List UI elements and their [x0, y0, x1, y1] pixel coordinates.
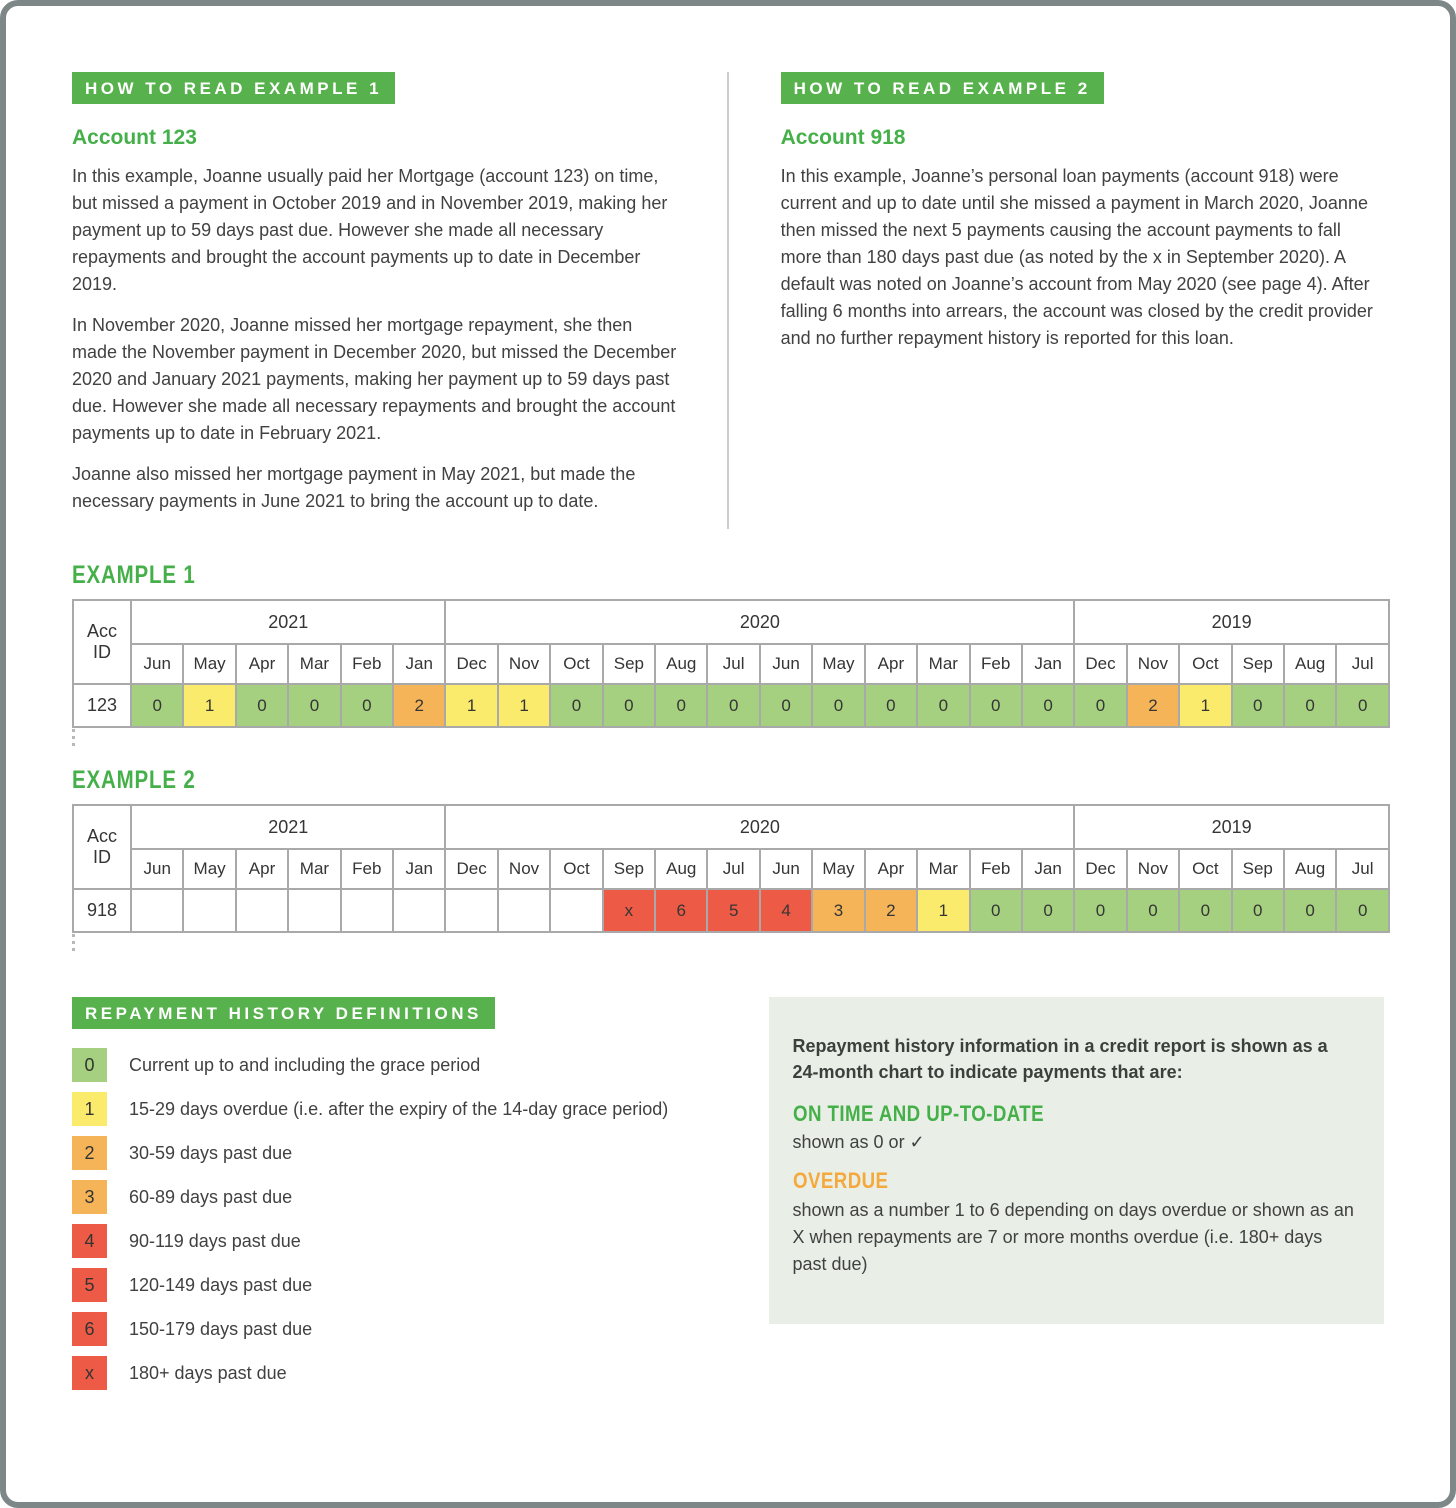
year-header-cell: 2021 — [131, 600, 445, 644]
paragraph: In November 2020, Joanne missed her mortgage repayment, she then made the November payment in December 2020, but missed the December 2020 and January 2021 payments, making her payment up to 59 days past due. However she made all necessary repayments and brought the account payments up to date in February 2021. — [72, 315, 677, 443]
legend-swatch: 6 — [72, 1312, 107, 1346]
example-2-table-mount — [72, 804, 1384, 933]
example-1-label: EXAMPLE 1 — [72, 561, 196, 589]
legend-text: 15-29 days overdue (i.e. after the expiry of the 14-day grace period) — [129, 1098, 669, 1119]
legend-item — [72, 1268, 769, 1302]
month-header-cell: Oct — [550, 644, 602, 684]
month-header-cell: Jan — [1022, 849, 1074, 889]
value-cell: 0 — [970, 889, 1022, 932]
month-header-cell: Jul — [1336, 644, 1389, 684]
month-header-cell: Oct — [1179, 644, 1231, 684]
month-header-cell: Jan — [1022, 644, 1074, 684]
acc-id-header-cell: Acc ID — [73, 600, 131, 684]
cut-mark — [72, 934, 75, 951]
year-header-cell: 2021 — [131, 805, 445, 849]
legend-swatch: 3 — [72, 1180, 107, 1214]
legend-text: 30-59 days past due — [129, 1142, 293, 1163]
value-cell: 2 — [865, 889, 917, 932]
month-header-cell: Nov — [498, 644, 550, 684]
month-header-cell: Dec — [445, 849, 497, 889]
definitions-legend — [72, 1048, 769, 1390]
month-header-cell: May — [183, 644, 235, 684]
page-content — [6, 6, 1450, 1400]
info-box-intro: Repayment history information in a credit report is shown as a 24-month chart to indicate payments that are: — [792, 1036, 1328, 1082]
legend-text: 150-179 days past due — [129, 1318, 313, 1339]
value-cell: 0 — [603, 684, 655, 727]
value-cell: 1 — [1179, 684, 1231, 727]
column-gap — [729, 72, 781, 529]
month-header-cell: Aug — [655, 644, 707, 684]
value-cell: 4 — [760, 889, 812, 932]
value-cell — [498, 889, 550, 932]
value-cell: 0 — [1022, 889, 1074, 932]
month-header-cell: Jan — [393, 644, 445, 684]
value-cell — [393, 889, 445, 932]
month-header-cell: Mar — [288, 849, 340, 889]
value-cell: 2 — [393, 684, 445, 727]
value-cell: 0 — [1336, 684, 1389, 727]
column-gap — [679, 72, 727, 529]
repayment-history-table — [72, 804, 1390, 933]
account-918-heading: Account 918 — [780, 126, 906, 149]
month-header-cell: Jun — [760, 644, 812, 684]
value-cell: 0 — [131, 684, 183, 727]
value-cell: 0 — [1074, 684, 1126, 727]
legend-swatch: 4 — [72, 1224, 107, 1258]
month-header-cell: Sep — [1232, 644, 1284, 684]
legend-item — [72, 1136, 769, 1170]
value-cell: 0 — [1022, 684, 1074, 727]
legend-swatch: 5 — [72, 1268, 107, 1302]
legend-swatch: 2 — [72, 1136, 107, 1170]
value-cell: 1 — [498, 684, 550, 727]
legend-text: 90-119 days past due — [129, 1230, 301, 1251]
value-cell: 3 — [812, 889, 864, 932]
month-header-cell: Jun — [131, 644, 183, 684]
value-cell: 2 — [1127, 684, 1179, 727]
legend-item — [72, 1312, 769, 1346]
month-header-cell: Jul — [707, 644, 759, 684]
month-header-cell: Jul — [1336, 849, 1389, 889]
month-header-cell: Feb — [341, 644, 393, 684]
month-header-cell: Mar — [917, 644, 969, 684]
how-to-read-1-paragraphs — [72, 163, 679, 515]
month-header-cell: Apr — [865, 644, 917, 684]
example-2-label: EXAMPLE 2 — [72, 766, 196, 794]
paragraph: In this example, Joanne’s personal loan payments (account 918) were current and up to date until she missed a payment in March 2020, Joanne then missed the next 5 payments causing the account payments to fall more than 180 days past due (as noted by the x in September 2020). A default was noted on Joanne’s account from May 2020 (see page 4). After falling 6 months into arrears, the account was closed by the credit provider and no further repayment history is reported for this loan. — [780, 166, 1373, 348]
how-to-read-1-header: HOW TO READ EXAMPLE 1 — [72, 72, 395, 104]
legend-text: 120-149 days past due — [129, 1274, 313, 1295]
value-cell: 0 — [1284, 889, 1336, 932]
month-header-cell: May — [812, 644, 864, 684]
year-header-cell: 2019 — [1074, 805, 1389, 849]
value-cell — [341, 889, 393, 932]
legend-swatch: 1 — [72, 1092, 107, 1126]
month-header-cell: Dec — [1074, 644, 1126, 684]
info-box — [769, 997, 1385, 1324]
value-cell: 6 — [655, 889, 707, 932]
value-cell: 1 — [445, 684, 497, 727]
acc-id-header-cell: Acc ID — [73, 805, 131, 889]
month-header-cell: Jul — [707, 849, 759, 889]
month-header-cell: Feb — [341, 849, 393, 889]
acc-id-cell: 123 — [73, 684, 131, 727]
value-cell — [550, 889, 602, 932]
month-header-cell: Jan — [393, 849, 445, 889]
month-header-cell: Mar — [917, 849, 969, 889]
value-cell: 0 — [707, 684, 759, 727]
value-cell: 0 — [1127, 889, 1179, 932]
how-to-read-2-paragraphs — [781, 163, 1384, 352]
example-2-section — [72, 766, 1384, 951]
legend-item — [72, 1224, 769, 1258]
how-to-read-section — [72, 72, 1384, 529]
month-header-cell: Nov — [1127, 849, 1179, 889]
value-cell: 0 — [1232, 889, 1284, 932]
overdue-heading: OVERDUE — [792, 1168, 888, 1194]
value-cell: 0 — [288, 684, 340, 727]
month-header-cell: Feb — [970, 644, 1022, 684]
value-cell: 0 — [341, 684, 393, 727]
year-header-cell: 2020 — [445, 805, 1074, 849]
cut-mark — [72, 729, 75, 746]
value-cell: 1 — [183, 684, 235, 727]
paragraph: Joanne also missed her mortgage payment in May 2021, but made the necessary payments in June 2021 to bring the account up to date. — [72, 464, 636, 511]
account-123-heading: Account 123 — [72, 126, 197, 149]
value-cell: 0 — [1284, 684, 1336, 727]
month-header-cell: Oct — [1179, 849, 1231, 889]
value-cell — [288, 889, 340, 932]
value-cell: 0 — [550, 684, 602, 727]
value-cell: 0 — [812, 684, 864, 727]
value-cell: x — [603, 889, 655, 932]
on-time-text: shown as 0 or ✓ — [792, 1132, 925, 1153]
month-header-cell: Sep — [603, 644, 655, 684]
month-header-cell: Dec — [445, 644, 497, 684]
month-header-cell: Nov — [498, 849, 550, 889]
month-header-cell: Oct — [550, 849, 602, 889]
value-cell: 0 — [1074, 889, 1126, 932]
value-cell: 0 — [655, 684, 707, 727]
how-to-read-example-2 — [781, 72, 1384, 529]
month-header-cell: May — [812, 849, 864, 889]
month-header-cell: Dec — [1074, 849, 1126, 889]
legend-swatch: 0 — [72, 1048, 107, 1082]
month-header-cell: Nov — [1127, 644, 1179, 684]
value-cell: 5 — [707, 889, 759, 932]
value-cell — [236, 889, 288, 932]
month-header-cell: Feb — [970, 849, 1022, 889]
year-header-cell: 2019 — [1074, 600, 1389, 644]
month-header-cell: Mar — [288, 644, 340, 684]
how-to-read-example-1 — [72, 72, 679, 529]
definitions-header: REPAYMENT HISTORY DEFINITIONS — [72, 997, 495, 1029]
month-header-cell: Jun — [131, 849, 183, 889]
value-cell — [183, 889, 235, 932]
month-header-cell: Aug — [655, 849, 707, 889]
repayment-definitions — [72, 997, 769, 1400]
month-header-cell: Sep — [1232, 849, 1284, 889]
value-cell: 0 — [865, 684, 917, 727]
value-cell: 0 — [236, 684, 288, 727]
legend-item — [72, 1180, 769, 1214]
acc-id-cell: 918 — [73, 889, 131, 932]
value-cell: 0 — [1232, 684, 1284, 727]
value-cell: 0 — [760, 684, 812, 727]
legend-item — [72, 1092, 769, 1126]
value-cell: 0 — [917, 684, 969, 727]
month-header-cell: May — [183, 849, 235, 889]
value-cell — [445, 889, 497, 932]
value-cell: 1 — [917, 889, 969, 932]
legend-text: 60-89 days past due — [129, 1186, 293, 1207]
year-header-cell: 2020 — [445, 600, 1074, 644]
month-header-cell: Jun — [760, 849, 812, 889]
example-1-section — [72, 561, 1384, 746]
legend-swatch: x — [72, 1356, 107, 1390]
month-header-cell: Apr — [865, 849, 917, 889]
value-cell: 0 — [1179, 889, 1231, 932]
legend-item — [72, 1356, 769, 1390]
overdue-text: shown as a number 1 to 6 depending on days overdue or shown as an X when repayments are 7 or more months overdue (i.e. 180+ days past due) — [792, 1199, 1354, 1274]
value-cell — [131, 889, 183, 932]
month-header-cell: Apr — [236, 644, 288, 684]
legend-text: 180+ days past due — [129, 1362, 287, 1383]
bottom-section — [72, 997, 1384, 1400]
how-to-read-2-header: HOW TO READ EXAMPLE 2 — [781, 72, 1104, 104]
value-cell: 0 — [1336, 889, 1389, 932]
value-cell: 0 — [970, 684, 1022, 727]
repayment-history-table — [72, 599, 1390, 728]
month-header-cell: Apr — [236, 849, 288, 889]
month-header-cell: Sep — [603, 849, 655, 889]
legend-text: Current up to and including the grace period — [129, 1054, 481, 1075]
month-header-cell: Aug — [1284, 644, 1336, 684]
paragraph: In this example, Joanne usually paid her Mortgage (account 123) on time, but missed a payment in October 2019 and in November 2019, making her payment up to 59 days past due. However she made all necessary repayments and brought the account payments up to date in December 2019. — [72, 166, 668, 294]
on-time-heading: ON TIME AND UP-TO-DATE — [792, 1101, 1044, 1126]
example-1-table-mount — [72, 599, 1384, 728]
month-header-cell: Aug — [1284, 849, 1336, 889]
legend-item — [72, 1048, 769, 1082]
